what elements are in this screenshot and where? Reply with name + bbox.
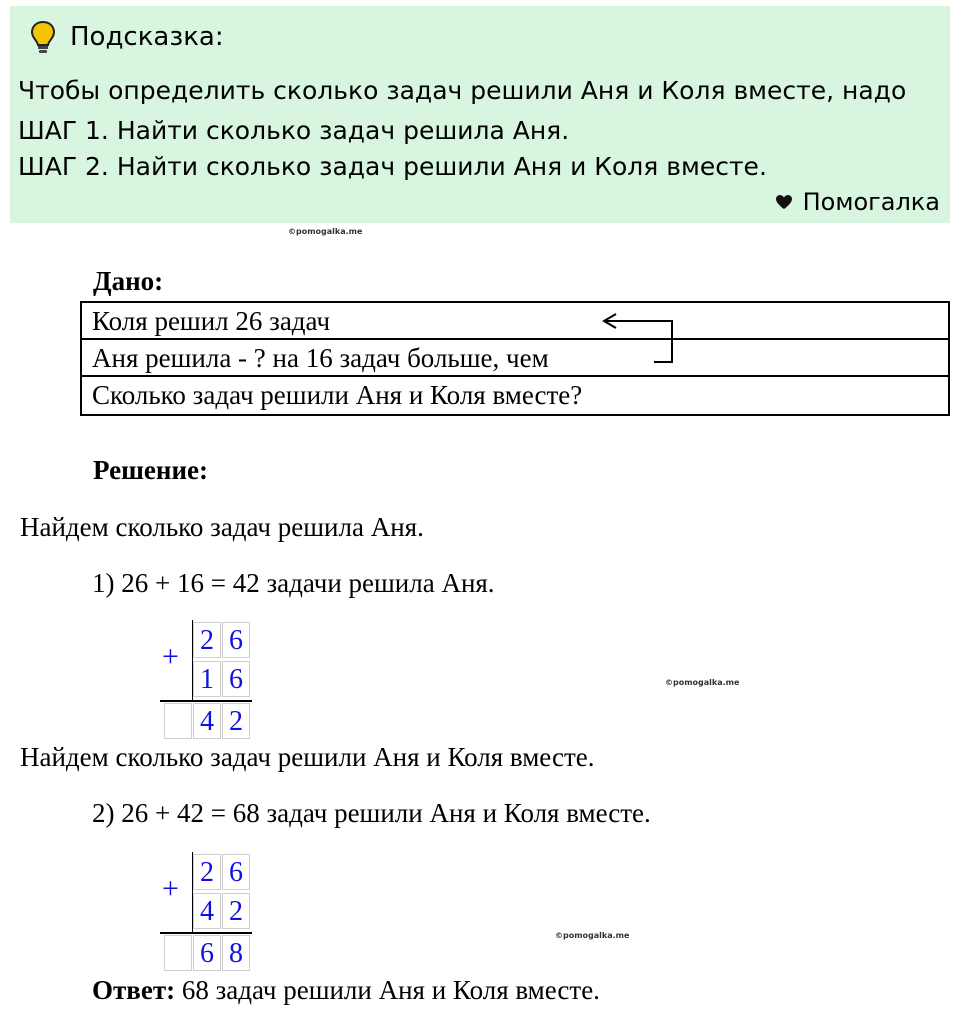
plus-sign: + <box>162 640 179 673</box>
solution-label: Решение: <box>93 455 208 485</box>
answer-label: Ответ: <box>92 975 176 1005</box>
heart-icon <box>775 194 793 210</box>
hint-title <box>30 20 224 54</box>
step-2-expression: 2) 26 + 42 = 68 задач решили Аня и Коля вместе. <box>92 798 651 828</box>
given-row: Сколько задач решили Аня и Коля вместе? <box>92 380 583 410</box>
digit-cell: 2 <box>222 703 250 739</box>
plus-sign: + <box>162 872 179 905</box>
digit-cell: 8 <box>222 935 250 971</box>
hint-title-text: Подсказка: <box>70 22 224 52</box>
given-row: Коля решил 26 задач <box>82 303 948 340</box>
column-addition-1 <box>160 620 270 740</box>
hint-step-2 <box>18 152 767 181</box>
lightbulb-icon <box>30 20 56 54</box>
hint-box <box>10 6 950 223</box>
hint-line-1: Чтобы определить сколько задач решили Аня и Коля вместе, надо <box>18 76 907 105</box>
digit-cell: 6 <box>222 661 250 697</box>
column-addition-2 <box>160 852 270 972</box>
empty-cell <box>164 703 192 739</box>
digit-cell: 6 <box>222 854 250 890</box>
digit-cell: 6 <box>193 935 221 971</box>
watermark: ©pomogalka.me <box>555 931 630 940</box>
hint-step-1 <box>18 116 569 145</box>
step-1-expression: 1) 26 + 16 = 42 задачи решила Аня. <box>92 568 495 598</box>
step-1-intro: Найдем сколько задач решила Аня. <box>20 512 424 542</box>
watermark: ©pomogalka.me <box>665 678 740 687</box>
hint-step-1-text: Найти сколько задач решила Аня. <box>108 116 570 145</box>
sum-line <box>160 700 252 702</box>
answer <box>92 975 600 1006</box>
brand <box>775 188 940 216</box>
digit-cell: 4 <box>193 893 221 929</box>
hint-step-1-label: ШАГ 1. <box>18 116 109 145</box>
brand-text: Помогалка <box>802 188 940 216</box>
hint-step-2-label: ШАГ 2. <box>18 152 109 181</box>
digit-cell: 1 <box>193 661 221 697</box>
digit-cell: 6 <box>222 622 250 658</box>
step-2-intro: Найдем сколько задач решили Аня и Коля вместе. <box>20 742 595 772</box>
digit-cell: 4 <box>193 703 221 739</box>
given-table <box>80 301 950 416</box>
digit-cell: 2 <box>222 893 250 929</box>
hint-step-2-text: Найти сколько задач решили Аня и Коля вместе. <box>108 152 767 181</box>
given-label: Дано: <box>93 266 164 296</box>
sum-line <box>160 932 252 934</box>
watermark: ©pomogalka.me <box>288 227 363 236</box>
relation-arrow-icon <box>590 308 680 368</box>
given-row: Аня решила - ? на 16 задач больше, чем <box>82 340 948 377</box>
empty-cell <box>164 935 192 971</box>
answer-text: 68 задач решили Аня и Коля вместе. <box>175 975 600 1005</box>
digit-cell: 2 <box>193 854 221 890</box>
digit-cell: 2 <box>193 622 221 658</box>
